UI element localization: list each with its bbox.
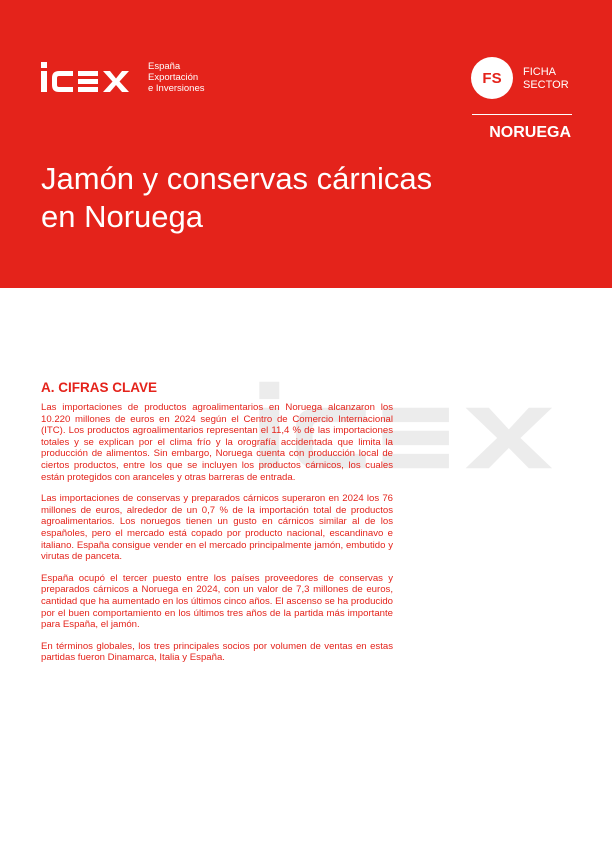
fs-badge: FS bbox=[471, 57, 513, 99]
logo-line-1: España bbox=[148, 60, 181, 72]
sector-label: SECTOR bbox=[523, 79, 569, 91]
country-divider bbox=[472, 114, 572, 115]
title-line-1: Jamón y conservas cárnicas bbox=[41, 161, 433, 196]
page-title bbox=[41, 160, 561, 236]
ficha-label: FICHA bbox=[523, 66, 556, 78]
country-label: NORUEGA bbox=[489, 124, 571, 141]
logo-line-2: Exportación bbox=[148, 71, 199, 83]
header-banner bbox=[0, 0, 612, 288]
paragraph-1: Las importaciones de productos agroalimentarios en Noruega alcanzaron los 10.220 millones de euros en 2024 según el Centro de Comercio Internacional (ITC). Los productos agroalimentarios representan el 11,4 % de las importaciones totales y se explican por el clima frío y la orografía accidentada que limita la producción de alimentos. Sin embargo, Noruega cuenta con producción local de ciertos productos, entre los que se incluyen los productos cárnicos, los cuales están protegidos con aranceles y otras barreras de entrada. bbox=[41, 402, 393, 483]
logo-line-3: e Inversiones bbox=[148, 82, 205, 94]
paragraph-2: Las importaciones de conservas y preparados cárnicos superaron en 2024 los 76 millones de euros, alrededor de un 0,7 % de la importación total de productos agroalimentarios. Los noruegos tienen un gusto en cárnicos similar al de los españoles, pero el mercado está copado por producto nacional, escandinavo e italiano. España consigue vender en el mercado principalmente jamón, embutido y virutas de panceta. bbox=[41, 493, 393, 563]
section-heading: A. CIFRAS CLAVE bbox=[41, 380, 158, 395]
title-line-2: en Noruega bbox=[41, 199, 204, 234]
paragraph-4: En términos globales, los tres principales socios por volumen de ventas en estas partidas fueron Dinamarca, Italia y España. bbox=[41, 640, 393, 664]
icex-logo bbox=[40, 60, 205, 94]
cifras-clave-section bbox=[41, 380, 393, 674]
ficha-sector-label bbox=[523, 66, 569, 92]
paragraph-3: España ocupó el tercer puesto entre los países proveedores de conservas y preparados cárnicos a Noruega en 2024, con un valor de 7,3 millones de euros, cantidad que ha aumentado en los últimos cinco años. El ascenso se ha producido por el buen comportamiento en los últimos tres años de la partida más importante para España, el jamón. bbox=[41, 572, 393, 631]
logo-subtitle bbox=[148, 61, 205, 94]
icex-wordmark bbox=[40, 60, 138, 94]
